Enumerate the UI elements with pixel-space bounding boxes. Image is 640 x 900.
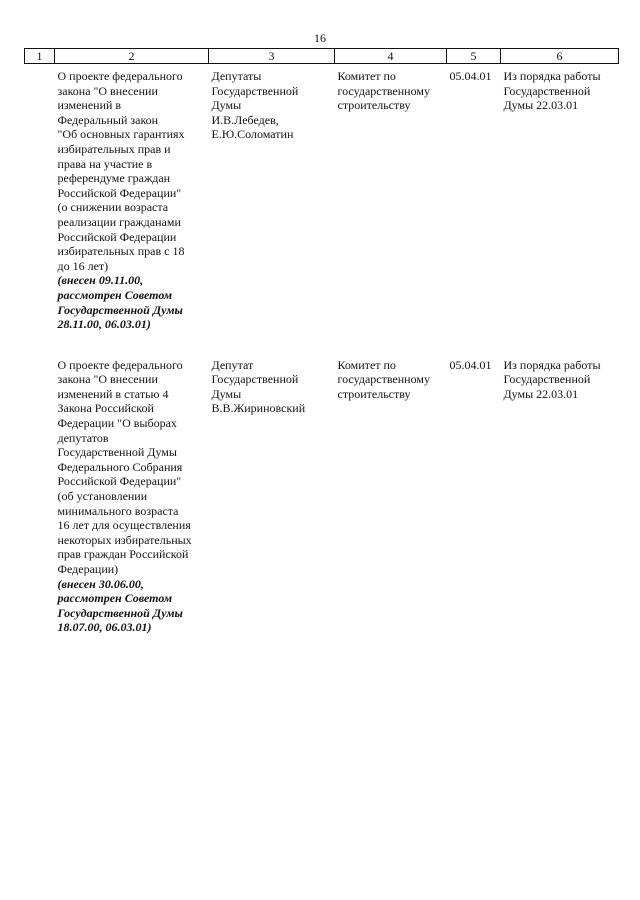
bill-title-cell-line: депутатов — [57, 430, 109, 445]
initiator-cell-line: Думы — [211, 98, 242, 113]
initiator-cell-line: Е.Ю.Соломатин — [211, 127, 294, 142]
table-row — [25, 64, 619, 332]
column-header: 3 — [209, 49, 335, 64]
bill-title-cell-line: до 16 лет) — [57, 258, 109, 273]
bill-title-cell-line: Российской Федерации" — [57, 185, 182, 200]
bill-status-note-line: Государственной Думы — [57, 302, 183, 317]
schedule-cell-line: Из порядка работы — [503, 69, 601, 83]
initiator-cell-line: Депутаты — [211, 69, 262, 83]
row-number-cell — [25, 64, 55, 332]
bill-title-cell-line: закона "О внесении — [57, 372, 158, 387]
bill-title-cell-line: (об установлении — [57, 489, 148, 504]
bill-title-cell — [55, 358, 209, 635]
committee-cell-line: государственному — [337, 372, 430, 387]
column-number-row — [25, 49, 619, 64]
column-header: 6 — [501, 49, 619, 64]
bill-title-cell — [55, 64, 209, 332]
bill-status-note-line: 28.11.00, 06.03.01) — [57, 317, 151, 332]
schedule-cell-line: Государственной — [503, 372, 591, 387]
initiator-cell-line: И.В.Лебедев, — [211, 112, 279, 127]
committee-cell-line: строительству — [337, 386, 411, 401]
bill-status-note-line: рассмотрен Советом — [57, 287, 173, 302]
bill-title-cell-line: Федеральный закон — [57, 112, 159, 127]
column-header: 2 — [55, 49, 209, 64]
bill-title-cell-line: закона "О внесении — [57, 83, 158, 98]
bill-status-note-line: (внесен 09.11.00, — [57, 273, 144, 288]
bill-title-cell-line: Федерации "О выборах — [57, 416, 177, 431]
schedule-cell-line: Из порядка работы — [503, 357, 601, 372]
column-header: 1 — [25, 49, 55, 64]
initiator-cell-line: В.В.Жириновский — [211, 401, 306, 416]
bill-status-note-line: Государственной Думы — [57, 605, 183, 620]
bill-title-cell-line: О проекте федерального — [57, 69, 183, 83]
column-header: 5 — [447, 49, 501, 64]
bill-title-cell-line: некоторых избирательных — [57, 532, 192, 547]
committee-cell-line: Комитет по — [337, 357, 396, 372]
bill-title-cell-line: референдуме граждан — [57, 171, 171, 186]
bill-title-cell-line: минимального возраста — [57, 503, 179, 518]
bill-title-cell-line: Государственной Думы — [57, 445, 177, 460]
bill-title-cell-line: Федерального Собрания — [57, 459, 183, 474]
bill-title-cell-line: избирательных прав с 18 — [57, 244, 185, 259]
bill-title-cell-line: изменений в статью 4 — [57, 386, 169, 401]
committee-cell-line: строительству — [337, 98, 411, 113]
bills-table — [24, 48, 619, 635]
column-header: 4 — [335, 49, 447, 64]
initiator-cell-line: Депутат — [211, 357, 254, 372]
row-spacer — [25, 332, 619, 358]
bill-title-cell-line: прав граждан Российской — [57, 547, 189, 562]
bill-title-cell-line: "Об основных гарантиях — [57, 127, 185, 142]
table-row — [25, 358, 619, 635]
page-number: 16 — [314, 31, 326, 45]
bill-title-cell-line: Российской Федерации — [57, 229, 177, 244]
schedule-cell-line: Государственной — [503, 83, 591, 98]
initiator-cell-line: Думы — [211, 386, 242, 401]
date-cell: 05.04.01 — [449, 357, 492, 372]
initiator-cell — [209, 358, 335, 635]
bill-title-cell-line: избирательных прав и — [57, 141, 171, 156]
bill-status-note-line: рассмотрен Советом — [57, 591, 173, 606]
date-cell: 05.04.01 — [449, 69, 492, 83]
schedule-cell — [501, 358, 619, 635]
schedule-cell — [501, 64, 619, 332]
bill-title-cell-line: реализации гражданами — [57, 214, 181, 229]
committee-cell — [335, 64, 447, 332]
bill-title-cell-line: (о снижении возраста — [57, 200, 169, 215]
schedule-cell-line: Думы 22.03.01 — [503, 98, 579, 113]
initiator-cell — [209, 64, 335, 332]
bill-title-cell-line: Федерации) — [57, 562, 119, 576]
committee-cell-line: Комитет по — [337, 69, 396, 83]
bill-title-cell-line: Закона Российской — [57, 401, 154, 416]
committee-cell-line: государственному — [337, 83, 430, 98]
committee-cell — [335, 358, 447, 635]
bill-title-cell-line: 16 лет для осуществления — [57, 518, 191, 533]
initiator-cell-line: Государственной — [211, 372, 299, 387]
bill-title-cell-line: права на участие в — [57, 156, 153, 171]
bill-title-cell-line: О проекте федерального — [57, 357, 183, 372]
bill-title-cell-line: изменений в — [57, 98, 122, 113]
bill-title-cell-line: Российской Федерации" — [57, 474, 182, 489]
bill-status-note-line: (внесен 30.06.00, — [57, 576, 144, 591]
schedule-cell-line: Думы 22.03.01 — [503, 386, 579, 401]
initiator-cell-line: Государственной — [211, 83, 299, 98]
row-number-cell — [25, 358, 55, 635]
bill-status-note-line: 18.07.00, 06.03.01) — [57, 620, 152, 635]
